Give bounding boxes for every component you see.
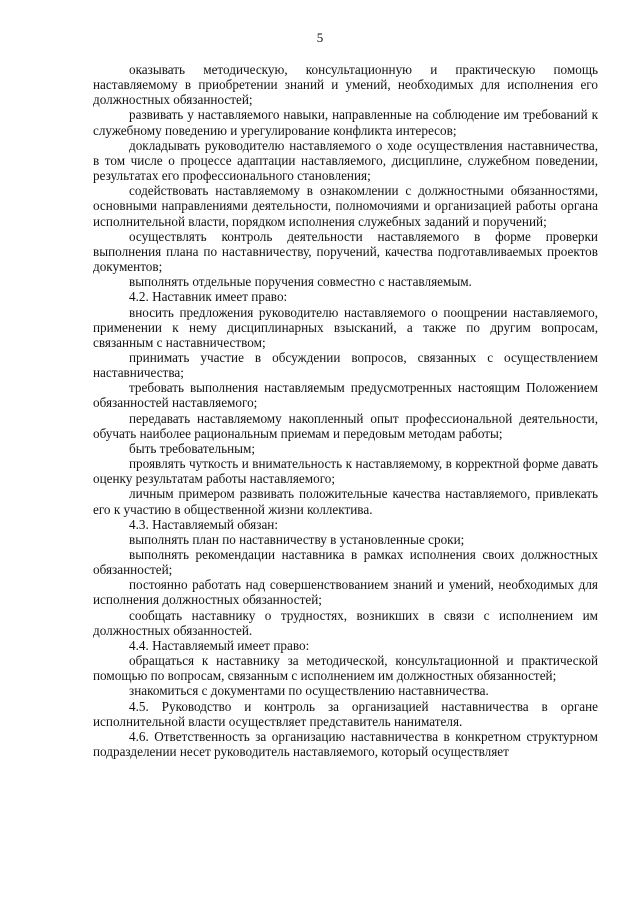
paragraph: принимать участие в обсуждении вопросов, связанных с осуществлением наставничества; xyxy=(93,349,598,381)
paragraph: докладывать руководителю наставляемого о ходе осуществления наставничества, в том числе о процессе адаптации наставляемого, дисциплине, служебном поведении, результатах его профессионального становления; xyxy=(93,137,598,184)
paragraph: оказывать методическую, консультационную и практическую помощь наставляемому в приобретении знаний и умений, необходимых для исполнения его должностных обязанностей; xyxy=(93,62,598,108)
page-number: 5 xyxy=(316,30,324,45)
section-heading: 4.4. Наставляемый имеет право: xyxy=(129,637,310,653)
paragraph: знакомиться с документами по осуществлению наставничества. xyxy=(129,683,489,699)
section-heading: 4.3. Наставляемый обязан: xyxy=(129,516,279,532)
paragraph: выполнять отдельные поручения совместно с наставляемым. xyxy=(129,274,472,290)
paragraph: проявлять чуткость и внимательность к наставляемому, в корректной форме давать оценку результатам работы наставляемого; xyxy=(93,456,598,487)
paragraph: развивать у наставляемого навыки, направленные на соблюдение им требований к служебному поведению и урегулирование конфликта интересов; xyxy=(93,107,598,138)
paragraph: содействовать наставляемому в ознакомлении с должностными обязанностями, основными направлениями деятельности, полномочиями и организацией работы органа исполнительной власти, порядком исполнения служебных заданий и поручений; xyxy=(93,183,598,229)
paragraph: требовать выполнения наставляемым предусмотренных настоящим Положением обязанностей наставляемого; xyxy=(93,380,598,411)
paragraph: выполнять план по наставничеству в установленные сроки; xyxy=(129,531,465,547)
paragraph: личным примером развивать положительные качества наставляемого, привлекать его к участию в общественной жизни коллектива. xyxy=(93,486,598,517)
paragraph: 4.6. Ответственность за организацию наставничества в конкретном структурном подразделении несет руководитель наставляемого, который осуществляет xyxy=(93,728,598,760)
paragraph: 4.5. Руководство и контроль за организацией наставничества в органе исполнительной власти осуществляет представитель нанимателя. xyxy=(93,698,598,729)
section-heading: 4.2. Наставник имеет право: xyxy=(129,289,288,305)
paragraph: выполнять рекомендации наставника в рамках исполнения своих должностных обязанностей; xyxy=(93,547,598,578)
paragraph: постоянно работать над совершенствованием знаний и умений, необходимых для исполнения должностных обязанностей; xyxy=(93,577,598,608)
paragraph: быть требовательным; xyxy=(129,440,256,456)
paragraph: передавать наставляемому накопленный опыт профессиональной деятельности, обучать наиболее рациональным приемам и передовым методам работы; xyxy=(93,410,598,441)
paragraph: вносить предложения руководителю наставляемого о поощрении наставляемого, применении к нему дисциплинарных взысканий, а также по другим вопросам, связанным с наставничеством; xyxy=(93,304,598,350)
document-body xyxy=(93,62,598,759)
paragraph: осуществлять контроль деятельности наставляемого в форме проверки выполнения плана по наставничеству, поручений, качества подготавливаемых проектов документов; xyxy=(93,228,598,275)
paragraph: обращаться к наставнику за методической, консультационной и практической помощью по вопросам, связанным с исполнением им должностных обязанностей; xyxy=(93,653,598,684)
paragraph: сообщать наставнику о трудностях, возникших в связи с исполнением им должностных обязанностей. xyxy=(93,607,598,638)
